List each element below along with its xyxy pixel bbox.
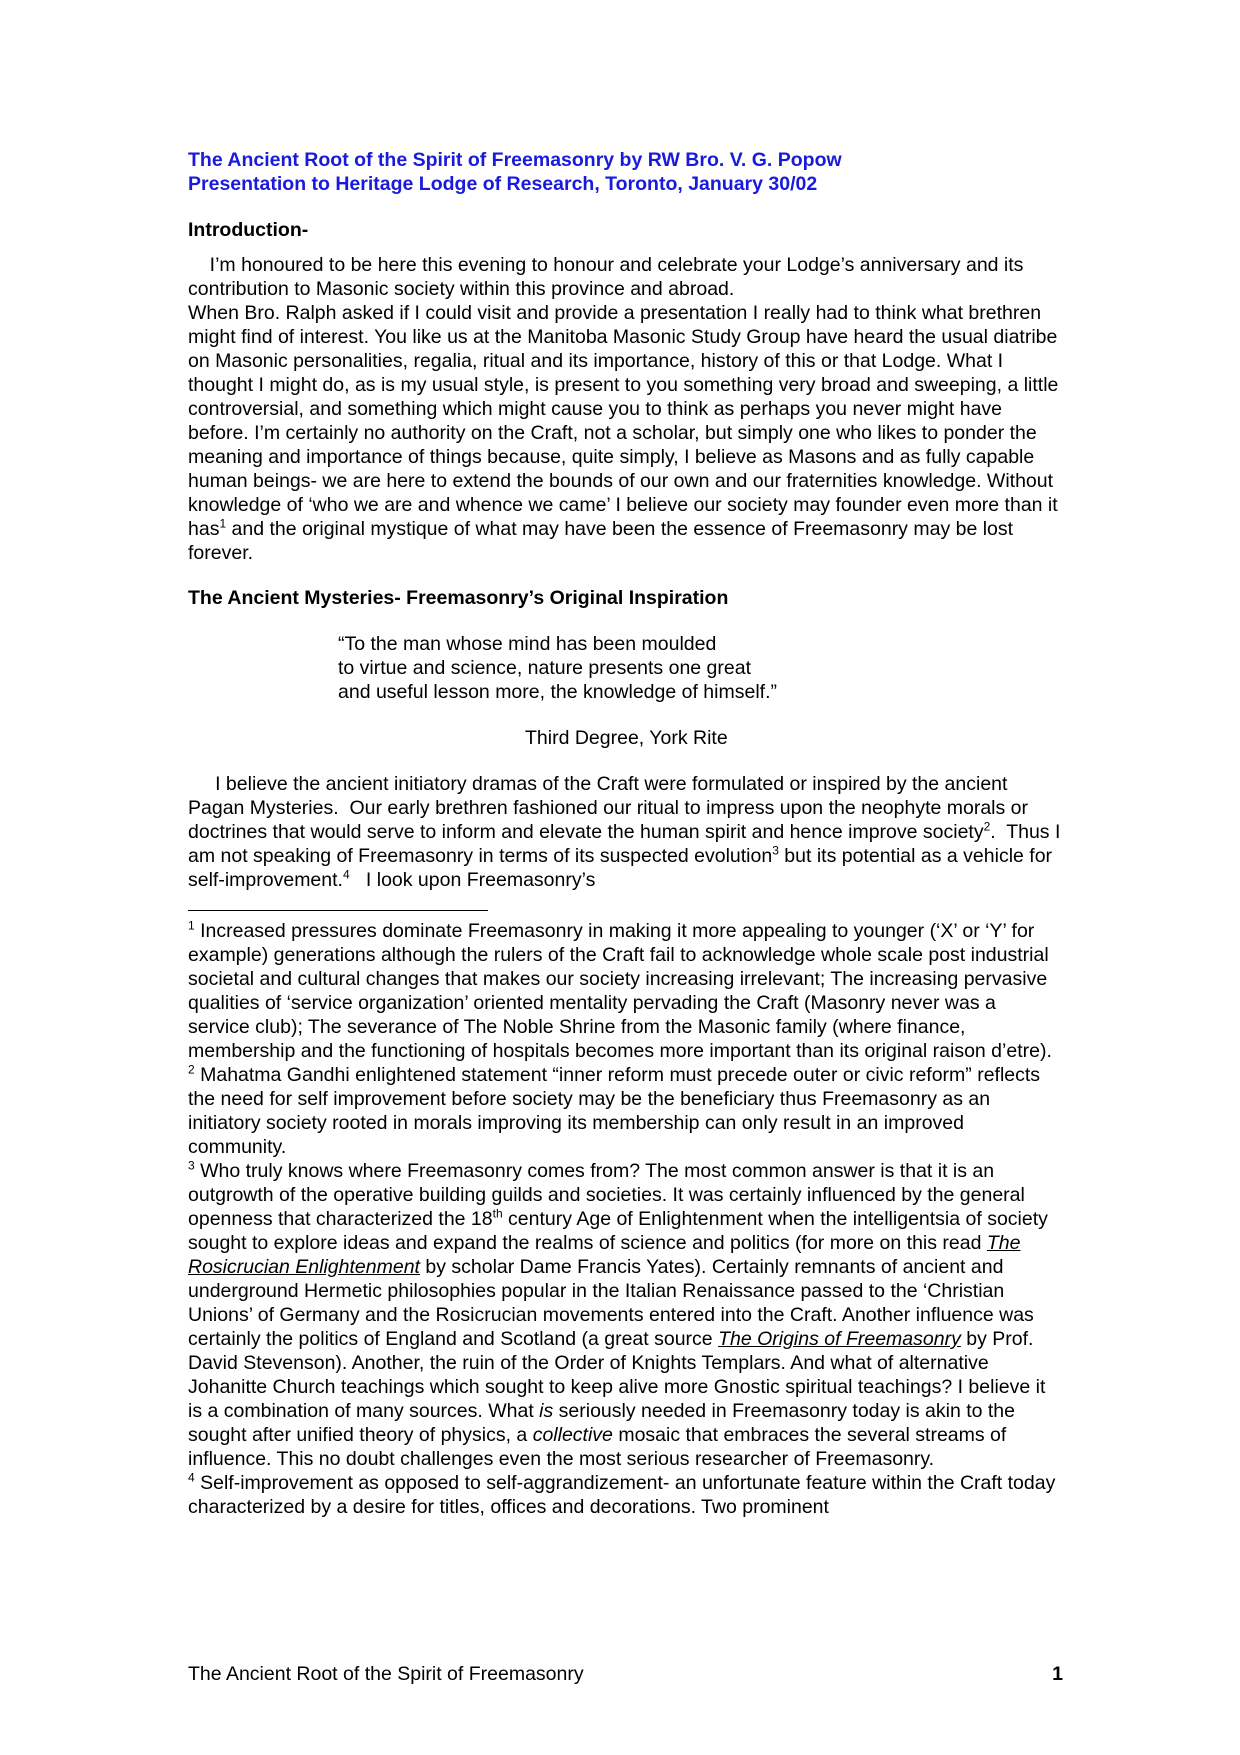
epigraph-attribution: Third Degree, York Rite: [525, 727, 728, 749]
epigraph: [188, 632, 1063, 704]
title-line-2: Presentation to Heritage Lodge of Research, Toronto, January 30/02: [188, 173, 818, 195]
book-title-origins: The Origins of Freemasonry: [718, 1328, 961, 1350]
footnote-ref-2[interactable]: 2: [983, 819, 991, 834]
footnote-ref-4[interactable]: 4: [342, 867, 350, 882]
footer-title: The Ancient Root of the Spirit of Freemasonry: [188, 1663, 584, 1685]
footnote-separator: [188, 910, 488, 911]
title-line-1: The Ancient Root of the Spirit of Freemasonry by RW Bro. V. G. Popow: [188, 149, 842, 171]
intro-paragraph-1: I’m honoured to be here this evening to honour and celebrate your Lodge’s anniversary and its contribution to Masonic society within this province and abroad.: [188, 254, 1029, 300]
epigraph-line: to virtue and science, nature presents one great: [338, 657, 752, 679]
intro-heading: Introduction-: [188, 219, 309, 241]
mysteries-paragraph-1: I believe the ancient initiatory dramas of the Craft were formulated or inspired by the ancient Pagan Mysteries. Our early brethren fashioned our ritual to impress upon the neophyte morals or doctrines that would serve to inform and elevate the human spirit and hence improve society$^2$. Thus I am not speaking of Freemasonry in terms of its suspected evolution$^3$ but its potential as a vehicle for self-improvement.$^4$ I look upon Freemasonry’s: [188, 773, 1066, 891]
book-title-rosicrucian: The Rosicrucian Enlightenment: [188, 1232, 1021, 1278]
document-page: [188, 148, 1066, 1519]
epigraph-line: “To the man whose mind has been moulded: [338, 633, 717, 655]
intro-paragraph-2: When Bro. Ralph asked if I could visit and provide a presentation I really had to think what brethren might find of interest. You like us at the Manitoba Masonic Study Group have heard the usual diatribe on Masonic personalities, regalia, ritual and its importance, history of this or that Lodge. What I thought I might do, as is my usual style, is present to you something very broad and sweeping, a little controversial, and something which might cause you to think as perhaps you never might have before. I’m certainly no authority on the Craft, not a scholar, but simply one who likes to ponder the meaning and importance of things because, quite simply, I believe as Masons and as fully capable human beings- we are here to extend the bounds of our own and our fraternities knowledge. Without knowledge of ‘who we are and whence we came’ I believe our society may founder even more than it has$^1$ and the original mystique of what may have been the essence of Freemasonry may be lost forever.: [188, 302, 1059, 564]
mysteries-heading: The Ancient Mysteries- Freemasonry’s Original Inspiration: [188, 587, 729, 609]
epigraph-line: and useful lesson more, the knowledge of himself.”: [338, 681, 777, 703]
page-number: 1: [1052, 1663, 1063, 1685]
footnote-4: $^4$ Self-improvement as opposed to self-aggrandizement- an unfortunate feature within the Craft today characterized by a desire for titles, offices and decorations. Two prominent: [188, 1470, 1056, 1518]
footnote-ref-3[interactable]: 3: [772, 843, 779, 858]
footnote-1: $^1$ Increased pressures dominate Freemasonry in making it more appealing to younger (‘X’ or ‘Y’ for example) generations although the rulers of the Craft fail to acknowledge whole scale post industrial societal and cultural changes that makes our society increasing irrelevant; The increasing pervasive qualities of ‘service organization’ oriented mentality pervading the Craft (Masonry never was a service club); The severance of The Noble Shrine from the Masonic family (where finance, membership and the functioning of hospitals becomes more important than its original raison d’etre).: [188, 918, 1052, 1062]
footnote-3: $^3$ Who truly knows where Freemasonry comes from? The most common answer is that it is an outgrowth of the operative building guilds and societies. It was certainly influenced by the general openness that characterized the 18th century Age of Enlightenment when the intelligentsia of society sought to explore ideas and expand the realms of science and politics (for more on this read The Rosicrucian Enlightenment by scholar Dame Francis Yates). Certainly remnants of ancient and underground Hermetic philosophies popular in the Italian Renaissance passed to the ‘Christian Unions’ of Germany and the Rosicrucian movements entered into the Craft. Another influence was certainly the politics of England and Scotland (a great source The Origins of Freemasonry by Prof. David Stevenson). Another, the ruin of the Order of Knights Templars. And what of alternative Johanitte Church teachings which sought to keep alive more Gnostic spiritual teachings? I believe it is a combination of many sources. What is seriously needed in Freemasonry today is akin to the sought after unified theory of physics, a collective mosaic that embraces the several streams of influence. This no doubt challenges even the most serious researcher of Freemasonry.: [188, 1158, 1048, 1470]
footnote-ref-1[interactable]: 1: [219, 516, 227, 531]
page-footer: [188, 1662, 1063, 1686]
footnote-2: $^2$ Mahatma Gandhi enlightened statement “inner reform must precede outer or civic reform” reflects the need for self improvement before society may be the beneficiary thus Freemasonry as an initiatory society rooted in morals improving its membership can only result in an improved community.: [188, 1062, 1041, 1158]
